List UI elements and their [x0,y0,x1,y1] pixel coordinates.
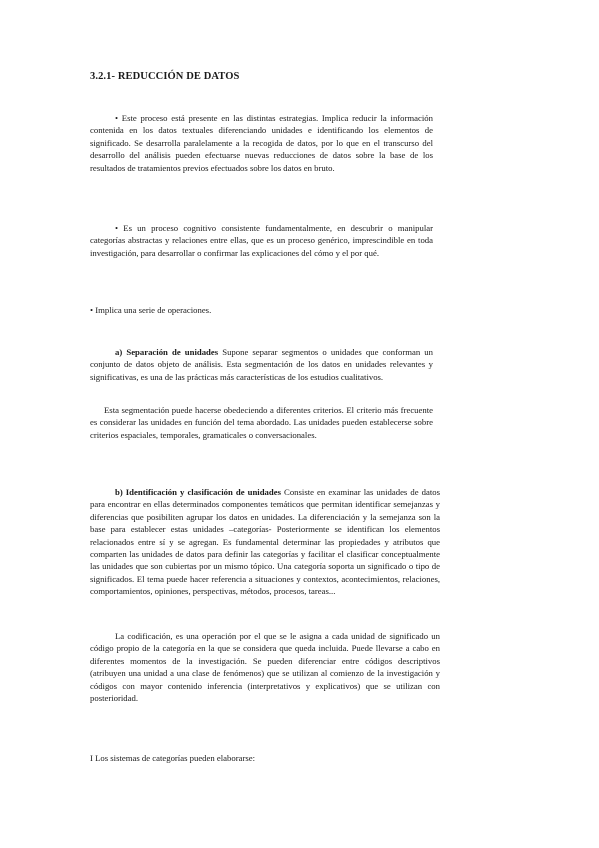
unit-separation-body: Supone separar segmentos o unidades que conforman un conjunto de datos objeto de análisis. Esta segmentación de los datos en unidades relevantes y significativas, es una de las prácticas más características de los estudios cualitativos. [90,347,433,382]
paragraph-category-systems: I Los sistemas de categorías pueden elaborarse: [90,753,255,763]
paragraph-process-overview: • Este proceso está presente en las distintas estrategias. Implica reducir la información contenida en los datos textuales diferenciando unidades e identificando los elementos de significado. Se desarrolla paralelamente a la recogida de datos, por lo que en el transcurso del desarrollo del análisis pueden efectuarse nuevas reducciones de datos sobre la base de los resultados de tratamientos previos efectuados sobre los datos en bruto. [90,113,433,173]
paragraph-segmentation-criteria: Esta segmentación puede hacerse obedeciendo a diferentes criterios. El criterio más frecuente es considerar las unidades en función del tema abordado. Las unidades pueden establecerse sobre criterios espaciales, temporales, gramaticales o conversacionales. [90,405,433,440]
paragraph-unit-separation [90,346,433,383]
identification-title: b) Identificación y clasificación de unidades [115,487,281,497]
unit-separation-title: a) Separación de unidades [115,347,219,357]
section-heading: 3.2.1- REDUCCIÓN DE DATOS [90,71,240,82]
paragraph-cognitive-process: • Es un proceso cognitivo consistente fundamentalmente, en descubrir o manipular categorías abstractas y relaciones entre ellas, que es un proceso genérico, imprescindible en toda investigación, para desarrollar o confirmar las explicaciones del cómo y el por qué. [90,223,433,258]
paragraph-operations: • Implica una serie de operaciones. [90,305,212,315]
paragraph-codification: La codificación, es una operación por el que se le asigna a cada unidad de significado un código propio de la categoría en la que se considera que queda incluida. Puede llevarse a cabo en diferentes momentos de la investigación. Se pueden diferenciar entre códigos descriptivos (atribuyen una unidad a una clase de fenómenos) que se utilizan al comienzo de la investigación y códigos con mayor contenido inferencia (interpretativos y explicativos) que se utilizan con posterioridad. [90,631,440,704]
identification-body: Consiste en examinar las unidades de datos para encontrar en ellas determinados componentes temáticos que permitan identificar semejanzas y diferencias que posibiliten agrupar los datos en unidades. La diferenciación y la semejanza son la base para establecer estas unidades –categorías- Posteriormente se identifican los elementos relacionados entre sí y se agregan. Es fundamental determinar las propiedades y atributos que comparten las unidades de datos para definir las categorías y facilitar el clasificar conceptualmente las unidades que son cubiertas por un mismo tópico. Una categoría soporta un significado o tipo de significados. El tema puede hacer referencia a situaciones y contextos, acontecimientos, relaciones, comportamientos, opiniones, perspectivas, métodos, procesos, tareas... [90,487,441,597]
paragraph-identification-classification [90,486,440,598]
